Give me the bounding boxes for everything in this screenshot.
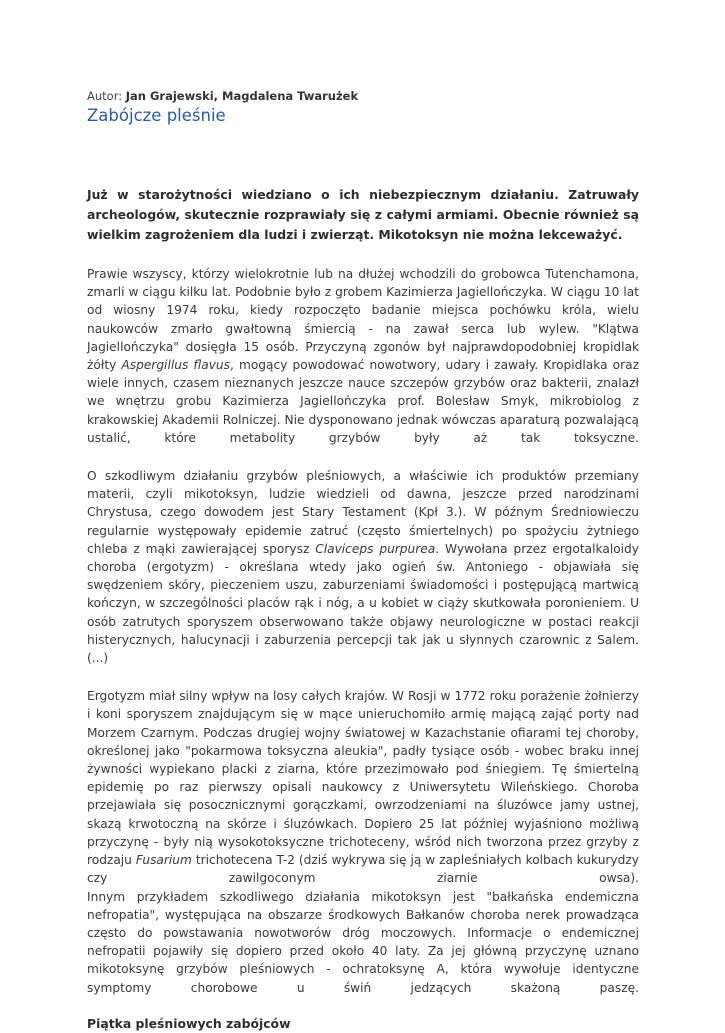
paragraph-2 xyxy=(87,467,639,667)
paragraph-3-text-a: Ergotyzm miał silny wpływ na losy całych krajów. W Rosji w 1772 roku porażenie żołnierzy i koni sporyszem znajdującym się w mące unieruchomiło armię mającą zająć porty nad Morzem Czarnym. Podczas drugiej wojny światowej w Kazachstanie ofiarami tej choroby, określonej jako "pokarmowa toksyczna aleukia", padły tysiące osób - wobec braku innej żywności wypiekano placki z ziarna, które przezimowało pod śniegiem. Tę śmiertelną epidemię po raz pierwszy opisali naukowcy z Uniwersytetu Wileńskiego. Choroba przejawiała się posocznicznymi gorączkami, owrzodzeniami na śluzówce jamy ustnej, skazą krwotoczną na skórze i śluzówkach. Dopiero 25 lat później wyjaśniono możliwą przyczynę - były nią wysokotoksyczne trichoteceny, wśród nich tworzona przez grzyby z rodzaju xyxy=(87,689,639,868)
paragraph-1-text-b: , mogący powodować nowotwory, udary i zawały. Kropidlaka oraz wiele innych, czasem nieznanych jeszcze nauce szczepów grzybów oraz bakterii, znalazł we wnętrzu grobu Kazimierza Jagiellończyka prof. Bolesław Smyk, mikrobiolog z krakowskiej Akademii Rolniczej. Nie dysponowano jednak wówczas aparaturą pozwalającą ustalić, które metabolity grzybów były aż tak toksyczne. xyxy=(87,358,639,445)
author-line xyxy=(87,88,639,104)
paragraph-1-text-a: Prawie wszyscy, którzy wielokrotnie lub na dłużej wchodzili do grobowca Tutenchamona, zmarli w ciągu kilku lat. Podobnie było z grobem Kazimierza Jagiellończyka. W ciągu 10 lat od wiosny 1974 roku, kiedy rozpoczęto badanie miejsca pochówku króla, wielu naukowców zmarło gwałtowną śmiercią - na zawał serca lub wylew. "Klątwa Jagiellończyka" dosięgła 15 osób. Przyczyną zgonów był najprawdopodobniej kropidlak żółty xyxy=(87,267,639,373)
section-subheading: Piątka pleśniowych zabójców xyxy=(87,1015,291,1031)
species-aspergillus: Aspergillus flavus xyxy=(121,358,230,373)
author-label: Autor: xyxy=(87,89,123,103)
species-claviceps: Claviceps purpurea xyxy=(315,541,436,556)
paragraph-2-text-a: O szkodliwym działaniu grzybów pleśniowych, a właściwie ich produktów przemiany materii, czyli mikotoksyn, ludzie wiedzieli od dawna, jeszcze przed narodzinami Chrystusa, czego dowodem jest Stary Testament (Kpł 3.). W późnym Średniowieczu regularnie występowały epidemie zatruć (często śmiertelnych) po spożyciu żytniego chleba z mąki zawierającej sporysz xyxy=(87,469,639,556)
lead-paragraph: Już w starożytności wiedziano o ich niebezpiecznym działaniu. Zatruwały archeologów, skutecznie rozprawiały się z całymi armiami. Obecnie również są wielkim zagrożeniem dla ludzi i zwierząt. Mikotoksyn nie można lekceważyć. xyxy=(87,187,639,242)
article xyxy=(87,88,639,1033)
paragraph-3 xyxy=(87,687,639,887)
paragraph-3-text-b: trichotecena T-2 (dziś wykrywa się ją w zapleśniałych kolbach kukurydzy czy zawilgoconym ziarnie owsa). xyxy=(87,853,639,886)
paragraph-1 xyxy=(87,265,639,447)
genus-fusarium: Fusarium xyxy=(135,853,192,868)
paragraph-4: Innym przykładem szkodliwego działania mikotoksyn jest "bałkańska endemiczna nefropatia", występująca na obszarze środkowych Bałkanów choroba nerek prowadząca często do powstawania nowotworów dróg moczowych. Informacje o endemicznej nefropatii pojawiły się dopiero przed około 40 laty. Za jej główną przyczynę uznano mikotoksynę grzybów pleśniowych - ochratoksynę A, która wywołuje identyczne symptomy chorobowe u świń jedzących skażoną paszę. xyxy=(87,889,639,995)
author-names: Jan Grajewski, Magdalena Twarużek xyxy=(125,89,359,103)
article-title: Zabójcze pleśnie xyxy=(87,106,226,125)
paragraph-2-text-b: . Wywołana przez ergotalkaloidy choroba (ergotyzm) - określana wtedy jako ogień św. Antoniego - objawiała się swędzeniem skóry, pieczeniem uszu, zaburzeniami świadomości i postępującą martwicą kończyn, w szczególności placów rąk i nóg, a u kobiet w ciąży skutkowała poronieniem. U osób zatrutych sporyszem obserwowano także objawy neurologiczne w postaci reakcji histerycznych, halucynacji i zaburzenia percepcji tak jak u słynnych czarownic z Salem. (...) xyxy=(87,541,639,666)
